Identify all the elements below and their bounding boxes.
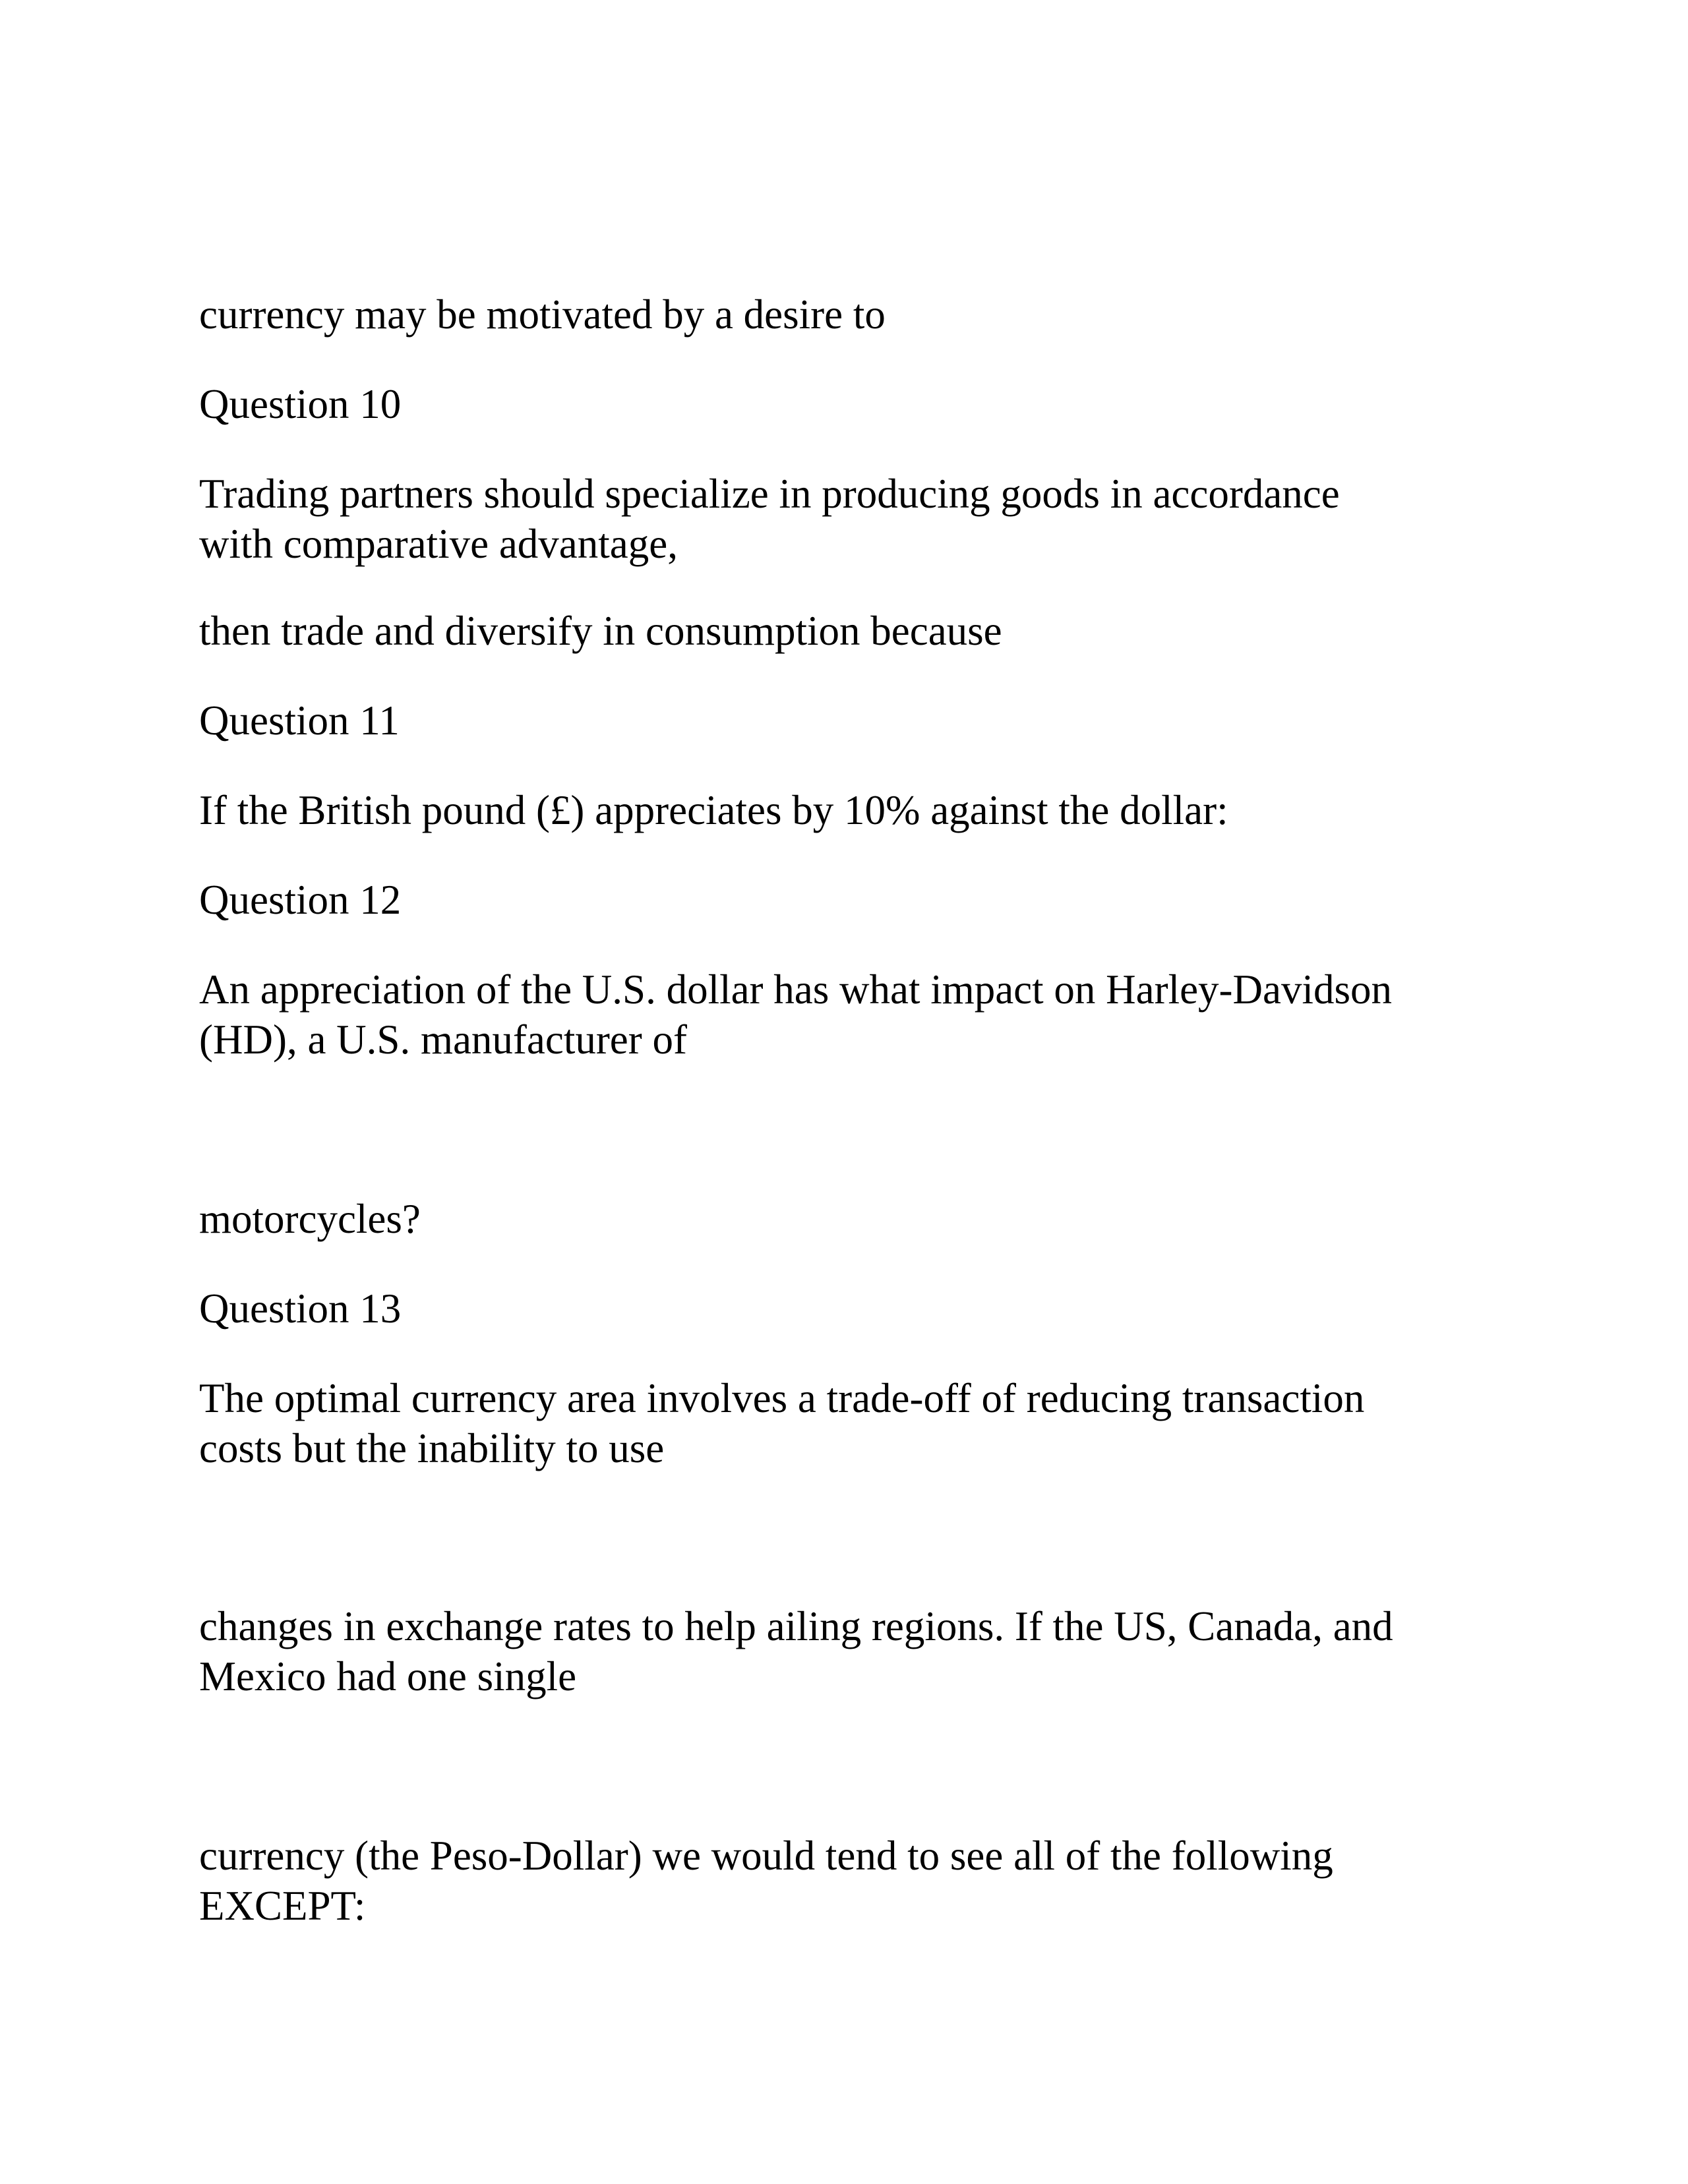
text-line-inability-to-use: costs but the inability to use [199,1425,665,1471]
text-line-british-pound: If the British pound (£) appreciates by 10% against the dollar: [199,787,1228,833]
text-line-hd-manufacturer: (HD), a U.S. manufacturer of [199,1017,687,1063]
text-line-motorcycles: motorcycles? [199,1196,421,1242]
question-10-heading: Question 10 [199,381,402,427]
question-11-heading: Question 11 [199,697,400,744]
text-line-exchange-rates: changes in exchange rates to help ailing regions. If the US, Canada, and [199,1603,1393,1649]
text-line-single-currency: Mexico had one single [199,1653,577,1699]
question-12-heading: Question 12 [199,877,402,923]
text-line-except: EXCEPT: [199,1883,366,1929]
question-13-heading: Question 13 [199,1285,402,1332]
text-line-peso-dollar: currency (the Peso-Dollar) we would tend to see all of the following [199,1833,1333,1879]
text-line-currency-motive: currency may be motivated by a desire to [199,291,886,338]
text-line-dollar-appreciation: An appreciation of the U.S. dollar has what impact on Harley-Davidson [199,966,1393,1013]
text-line-optimal-currency-area: The optimal currency area involves a trade-off of reducing transaction [199,1375,1365,1421]
text-line-trade-diversify: then trade and diversify in consumption because [199,608,1002,654]
text-line-trading-partners: Trading partners should specialize in producing goods in accordance [199,471,1340,517]
text-line-comparative-advantage: with comparative advantage, [199,521,678,567]
